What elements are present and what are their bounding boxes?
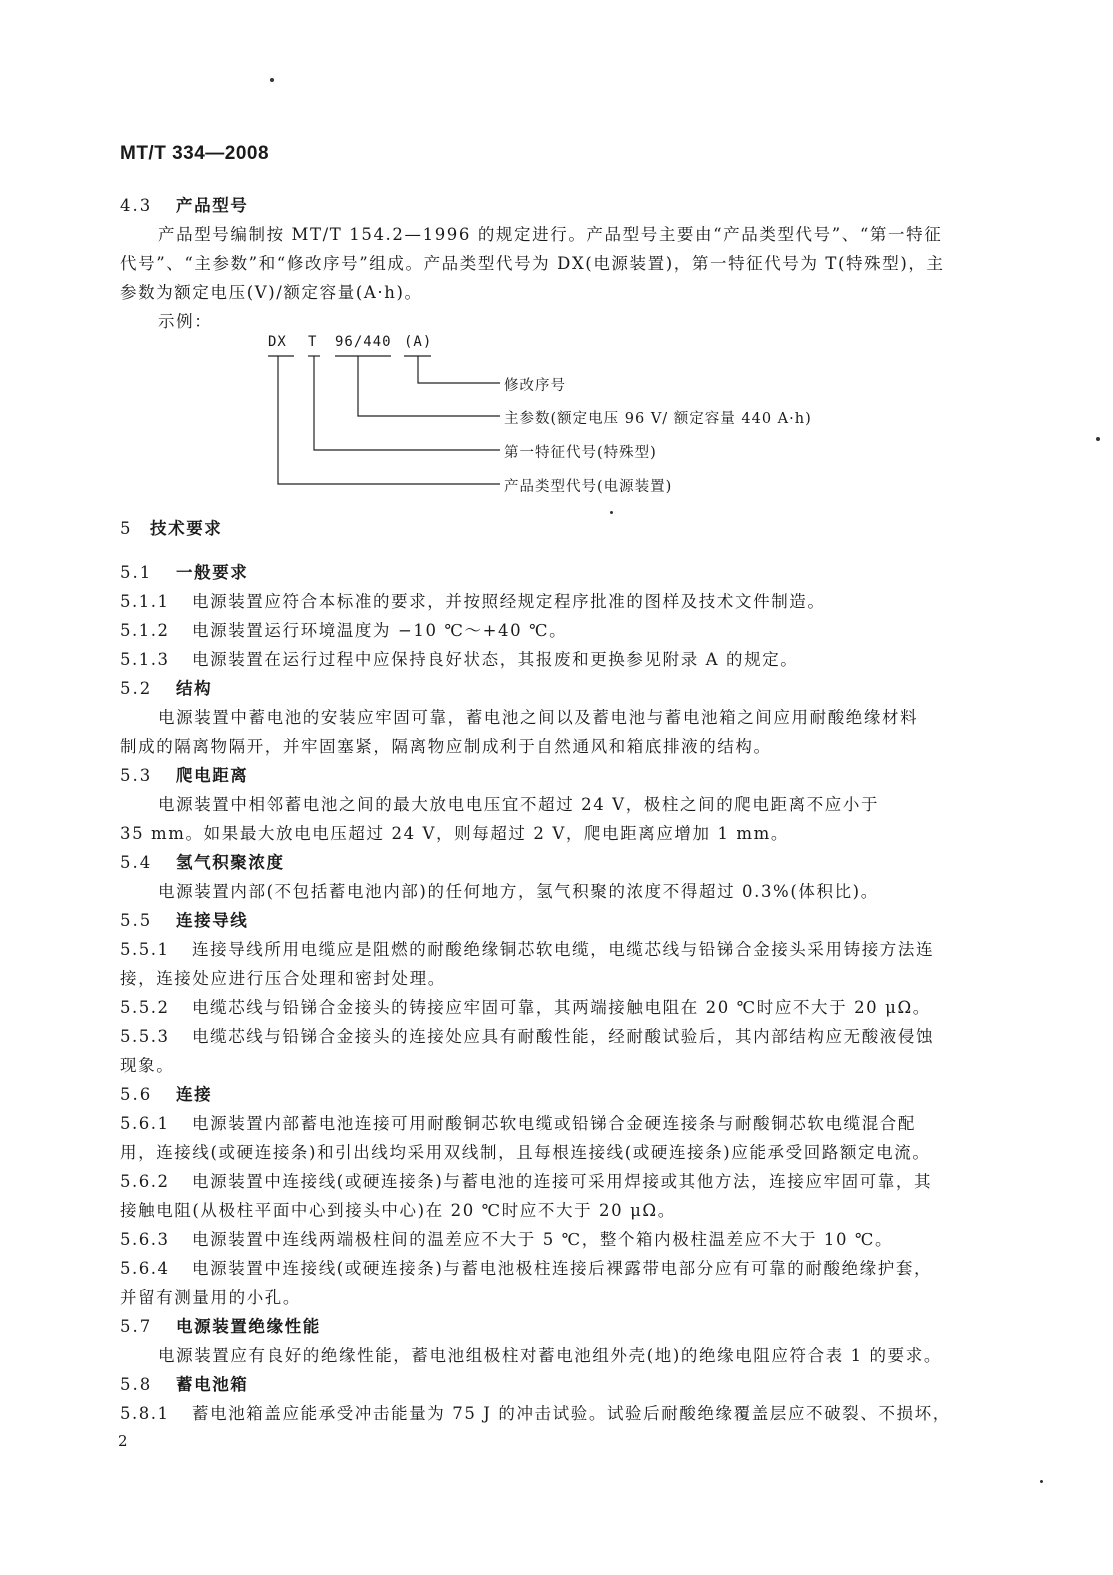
section-title: 连接导线 bbox=[176, 911, 249, 930]
leader-param bbox=[358, 356, 500, 416]
clause-text: 电缆芯线与铅锑合金接头的铸接应牢固可靠，其两端接触电阻在 20 ℃时应不大于 20 μΩ。 bbox=[192, 998, 931, 1017]
clause-5-6-3 bbox=[120, 1230, 893, 1250]
section-number: 5.7 bbox=[120, 1317, 153, 1336]
paragraph-line: 制成的隔离物隔开，并牢固塞紧，隔离物应制成利于自然通风和箱底排液的结构。 bbox=[120, 737, 772, 756]
section-title: 一般要求 bbox=[176, 563, 249, 582]
clause-5-6-2 bbox=[120, 1172, 932, 1192]
paragraph-line: 35 mm。如果最大放电电压超过 24 V，则每超过 2 V，爬电距离应增加 1 mm。 bbox=[120, 824, 790, 843]
paragraph-line: 代号”、“主参数”和“修改序号”组成。产品类型代号为 DX(电源装置)，第一特征代号为 T(特殊型)，主 bbox=[120, 254, 945, 273]
clause-5-5-1 bbox=[120, 940, 934, 960]
section-title: 产品型号 bbox=[176, 196, 249, 215]
paragraph-line: 接触电阻(从极柱平面中心到接头中心)在 20 ℃时应不大于 20 μΩ。 bbox=[120, 1201, 676, 1220]
example-label: 示例： bbox=[158, 312, 213, 331]
clause-text: 连接导线所用电缆应是阻燃的耐酸绝缘铜芯软电缆，电缆芯线与铅锑合金接头采用铸接方法连 bbox=[192, 940, 935, 959]
clause-text: 电源装置中连线两端极柱间的温差应不大于 5 ℃，整个箱内极柱温差应不大于 10 ℃。 bbox=[192, 1230, 894, 1249]
clause-5-6-1 bbox=[120, 1114, 916, 1134]
section-title: 结构 bbox=[176, 679, 213, 698]
label-dx: 产品类型代号(电源装置) bbox=[504, 479, 673, 495]
section-5-8-heading bbox=[120, 1375, 248, 1395]
section-5-5-heading bbox=[120, 911, 248, 931]
clause-number: 5.6.4 bbox=[120, 1259, 170, 1278]
section-5-1-heading bbox=[120, 563, 248, 583]
clause-5-1-3 bbox=[120, 650, 798, 670]
clause-text: 蓄电池箱盖应能承受冲击能量为 75 J 的冲击试验。试验后耐酸绝缘覆盖层应不破裂、不损坏， bbox=[192, 1404, 951, 1423]
clause-text: 电源装置运行环境温度为 −10 ℃～+40 ℃。 bbox=[192, 621, 568, 640]
standard-number: MT/T 334—2008 bbox=[120, 143, 270, 164]
section-5-6-heading bbox=[120, 1085, 212, 1105]
paragraph-line: 电源装置中相邻蓄电池之间的最大放电电压宜不超过 24 V，极柱之间的爬电距离不应小于 bbox=[158, 795, 880, 814]
paragraph-line: 电源装置中蓄电池的安装应牢固可靠，蓄电池之间以及蓄电池与蓄电池箱之间应用耐酸绝缘材料 bbox=[158, 708, 919, 727]
clause-number: 5.5.3 bbox=[120, 1027, 170, 1046]
clause-text: 电源装置中连接线(或硬连接条)与蓄电池极柱连接后裸露带电部分应有可靠的耐酸绝缘护套， bbox=[192, 1259, 933, 1278]
paragraph-line: 现象。 bbox=[120, 1056, 175, 1075]
leader-dx bbox=[278, 356, 500, 484]
chapter-5-heading bbox=[120, 519, 222, 539]
clause-5-5-3 bbox=[120, 1027, 934, 1047]
leader-t bbox=[314, 356, 500, 450]
section-number: 5.3 bbox=[120, 766, 153, 785]
clause-number: 5.6.3 bbox=[120, 1230, 170, 1249]
clause-number: 5.5.1 bbox=[120, 940, 170, 959]
code-dx: DX bbox=[268, 334, 287, 350]
chapter-title: 技术要求 bbox=[150, 519, 223, 538]
section-5-2-heading bbox=[120, 679, 212, 699]
label-rev: 修改序号 bbox=[504, 378, 566, 394]
clause-5-8-1 bbox=[120, 1404, 951, 1424]
paragraph-line: 参数为额定电压(V)/额定容量(A·h)。 bbox=[120, 283, 423, 302]
paragraph-line: 接，连接处应进行压合处理和密封处理。 bbox=[120, 969, 446, 988]
paragraph-line: 电源装置内部(不包括蓄电池内部)的任何地方，氢气积聚的浓度不得超过 0.3%(体积比)。 bbox=[158, 882, 879, 901]
chapter-number: 5 bbox=[120, 519, 133, 538]
section-number: 4.3 bbox=[120, 196, 153, 215]
clause-5-1-2 bbox=[120, 621, 567, 641]
clause-text: 电源装置中连接线(或硬连接条)与蓄电池的连接可采用焊接或其他方法，连接应牢固可靠，其 bbox=[192, 1172, 933, 1191]
clause-text: 电源装置内部蓄电池连接可用耐酸铜芯软电缆或铅锑合金硬连接条与耐酸铜芯软电缆混合配 bbox=[192, 1114, 916, 1133]
section-5-7-heading bbox=[120, 1317, 321, 1337]
clause-number: 5.6.1 bbox=[120, 1114, 170, 1133]
section-number: 5.2 bbox=[120, 679, 153, 698]
paragraph-line: 产品型号编制按 MT/T 154.2—1996 的规定进行。产品型号主要由“产品类型代号”、“第一特征 bbox=[158, 225, 943, 244]
section-title: 蓄电池箱 bbox=[176, 1375, 249, 1394]
code-param: 96/440 bbox=[335, 334, 392, 350]
clause-number: 5.1.3 bbox=[120, 650, 170, 669]
code-t: T bbox=[308, 334, 318, 350]
leader-rev bbox=[418, 356, 500, 383]
clause-text: 电源装置在运行过程中应保持良好状态，其报废和更换参见附录 A 的规定。 bbox=[192, 650, 799, 669]
clause-5-6-4 bbox=[120, 1259, 932, 1279]
page-number: 2 bbox=[118, 1432, 128, 1450]
clause-number: 5.5.2 bbox=[120, 998, 170, 1017]
section-number: 5.1 bbox=[120, 563, 153, 582]
paragraph-line: 电源装置应有良好的绝缘性能，蓄电池组极柱对蓄电池组外壳(地)的绝缘电阻应符合表 1 的要求。 bbox=[158, 1346, 942, 1365]
paragraph-line: 并留有测量用的小孔。 bbox=[120, 1288, 301, 1307]
code-rev: (A) bbox=[404, 334, 433, 350]
section-5-4-heading bbox=[120, 853, 285, 873]
section-number: 5.5 bbox=[120, 911, 153, 930]
clause-5-1-1 bbox=[120, 592, 826, 612]
clause-text: 电源装置应符合本标准的要求，并按照经规定程序批准的图样及技术文件制造。 bbox=[192, 592, 826, 611]
label-param: 主参数(额定电压 96 V/ 额定容量 440 A·h) bbox=[504, 411, 812, 427]
section-title: 连接 bbox=[176, 1085, 213, 1104]
clause-text: 电缆芯线与铅锑合金接头的连接处应具有耐酸性能，经耐酸试验后，其内部结构应无酸液侵蚀 bbox=[192, 1027, 935, 1046]
clause-number: 5.8.1 bbox=[120, 1404, 170, 1423]
section-number: 5.6 bbox=[120, 1085, 153, 1104]
clause-number: 5.1.1 bbox=[120, 592, 170, 611]
section-5-3-heading bbox=[120, 766, 248, 786]
paragraph-line: 用，连接线(或硬连接条)和引出线均采用双线制，且每根连接线(或硬连接条)应能承受回路额定电流。 bbox=[120, 1143, 931, 1162]
clause-number: 5.1.2 bbox=[120, 621, 170, 640]
label-t: 第一特征代号(特殊型) bbox=[504, 445, 657, 461]
section-title: 电源装置绝缘性能 bbox=[176, 1317, 321, 1336]
section-number: 5.4 bbox=[120, 853, 153, 872]
section-title: 爬电距离 bbox=[176, 766, 249, 785]
clause-5-5-2 bbox=[120, 998, 931, 1018]
section-title: 氢气积聚浓度 bbox=[176, 853, 285, 872]
section-number: 5.8 bbox=[120, 1375, 153, 1394]
clause-number: 5.6.2 bbox=[120, 1172, 170, 1191]
